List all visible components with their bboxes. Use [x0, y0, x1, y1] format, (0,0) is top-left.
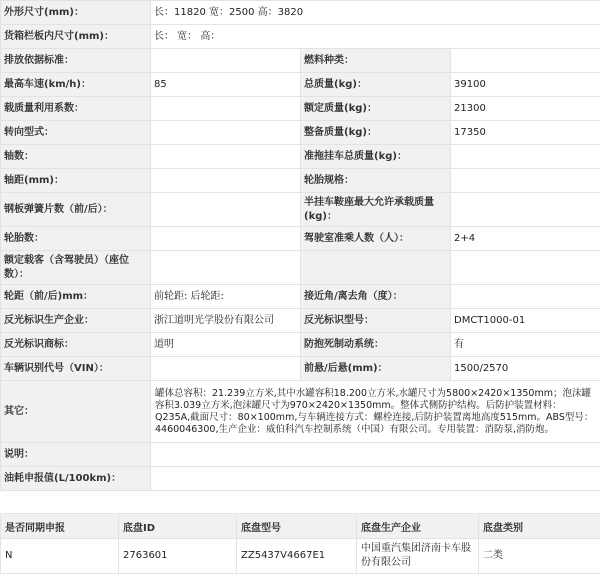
spec-value [151, 169, 301, 193]
column-header: 底盘型号 [237, 514, 357, 539]
spec-value: 2+4 [451, 227, 600, 251]
spec-label: 载质量利用系数： [1, 97, 151, 121]
table-cell: 中国重汽集团济南卡车股份有限公司 [357, 539, 479, 574]
spec-row [1, 333, 600, 357]
table-cell: N [1, 539, 119, 574]
spec-row [1, 169, 600, 193]
spec-value [151, 121, 301, 145]
spec-value: 长： 宽： 高： [151, 25, 600, 49]
column-header: 是否同期申报 [1, 514, 119, 539]
spec-label: 整备质量(kg)： [301, 121, 451, 145]
spec-label: 说明： [1, 443, 151, 467]
spec-label: 反光标识型号： [301, 309, 451, 333]
spec-row [1, 145, 600, 169]
spec-label: 准拖挂车总质量(kg)： [301, 145, 451, 169]
spec-label: 反光标识商标： [1, 333, 151, 357]
spec-row [1, 49, 600, 73]
spec-label: 外形尺寸(mm)： [1, 1, 151, 25]
spec-value [151, 49, 301, 73]
spec-value: 39100 [451, 73, 600, 97]
spec-value: 道明 [151, 333, 301, 357]
spec-row [1, 357, 600, 381]
spec-label: 总质量(kg)： [301, 73, 451, 97]
spec-label: 防抱死制动系统： [301, 333, 451, 357]
spec-row [1, 227, 600, 251]
spec-value: 有 [451, 333, 600, 357]
spec-label: 驾驶室准乘人数（人）： [301, 227, 451, 251]
spec-label: 轮胎规格： [301, 169, 451, 193]
table-row [1, 539, 600, 574]
spec-label: 转向型式： [1, 121, 151, 145]
table-cell: ZZ5437V4667E1 [237, 539, 357, 574]
spec-label: 前悬/后悬(mm)： [301, 357, 451, 381]
table-cell: 2763601 [119, 539, 237, 574]
spec-row [1, 309, 600, 333]
spec-value [151, 443, 600, 467]
spec-row [1, 121, 600, 145]
spec-label: 半挂车鞍座最大允许承载质量(kg)： [301, 193, 451, 227]
spec-value [451, 285, 600, 309]
spec-value [451, 169, 600, 193]
spec-label: 车辆识别代号（VIN）： [1, 357, 151, 381]
spec-value: 85 [151, 73, 301, 97]
spec-row [1, 443, 600, 467]
spec-label: 轴数： [1, 145, 151, 169]
spec-label: 最高车速(km/h)： [1, 73, 151, 97]
table-cell: 二类 [479, 539, 600, 574]
spec-label: 反光标识生产企业： [1, 309, 151, 333]
chassis-header-row [1, 514, 600, 539]
spec-row [1, 73, 600, 97]
spec-row [1, 193, 600, 227]
spec-value [151, 227, 301, 251]
column-header: 底盘类别 [479, 514, 600, 539]
spec-value [451, 193, 600, 227]
chassis-table [0, 513, 600, 574]
spec-label: 轴距(mm)： [1, 169, 151, 193]
spec-label [301, 251, 451, 285]
spec-value: DMCT1000-01 [451, 309, 600, 333]
column-header: 底盘生产企业 [357, 514, 479, 539]
spec-row [1, 97, 600, 121]
spec-label: 钢板弹簧片数（前/后）： [1, 193, 151, 227]
spec-value: 长：11820 宽：2500 高：3820 [151, 1, 600, 25]
spec-row [1, 467, 600, 491]
spec-label: 接近角/离去角（度）： [301, 285, 451, 309]
spec-value [451, 145, 600, 169]
spec-value: 前轮距: 后轮距: [151, 285, 301, 309]
spec-row [1, 285, 600, 309]
spec-label: 货箱栏板内尺寸(mm)： [1, 25, 151, 49]
spec-value [151, 193, 301, 227]
spec-label: 排放依据标准： [1, 49, 151, 73]
spec-label: 额定载客（含驾驶员）（座位数）： [1, 251, 151, 285]
spec-label: 其它： [1, 381, 151, 443]
spec-row [1, 381, 600, 443]
spec-row [1, 251, 600, 285]
spec-row [1, 1, 600, 25]
spec-value: 罐体总容积：21.239立方米,其中水罐容积18.200立方米,水罐尺寸为5800×2420×1350mm；泡沫罐容积3.039立方米,泡沫罐尺寸为970×2420×1350mm。整体式侧防护结构。后防护装置材料：Q235A,截面尺寸：80×100mm,与车辆连接方式：螺栓连接,后防护装置离地高度515mm。ABS型号：4460046300,生产企业：威伯科汽车控制系统（中国）有限公司。专用装置：消防泵,消防炮。 [151, 381, 600, 443]
spec-value [151, 97, 301, 121]
section-gap [0, 491, 600, 513]
spec-label: 轮距（前/后)mm： [1, 285, 151, 309]
spec-value: 浙江道明光学股份有限公司 [151, 309, 301, 333]
spec-row [1, 25, 600, 49]
spec-value [151, 357, 301, 381]
spec-value [151, 251, 301, 285]
spec-label: 轮胎数： [1, 227, 151, 251]
spec-label: 额定质量(kg)： [301, 97, 451, 121]
column-header: 底盘ID [119, 514, 237, 539]
spec-value: 17350 [451, 121, 600, 145]
spec-label: 燃料种类： [301, 49, 451, 73]
spec-value [451, 49, 600, 73]
spec-value: 1500/2570 [451, 357, 600, 381]
spec-value [451, 251, 600, 285]
spec-value: 21300 [451, 97, 600, 121]
spec-value [151, 145, 301, 169]
spec-label: 油耗申报值(L/100km)： [1, 467, 151, 491]
spec-value [151, 467, 600, 491]
